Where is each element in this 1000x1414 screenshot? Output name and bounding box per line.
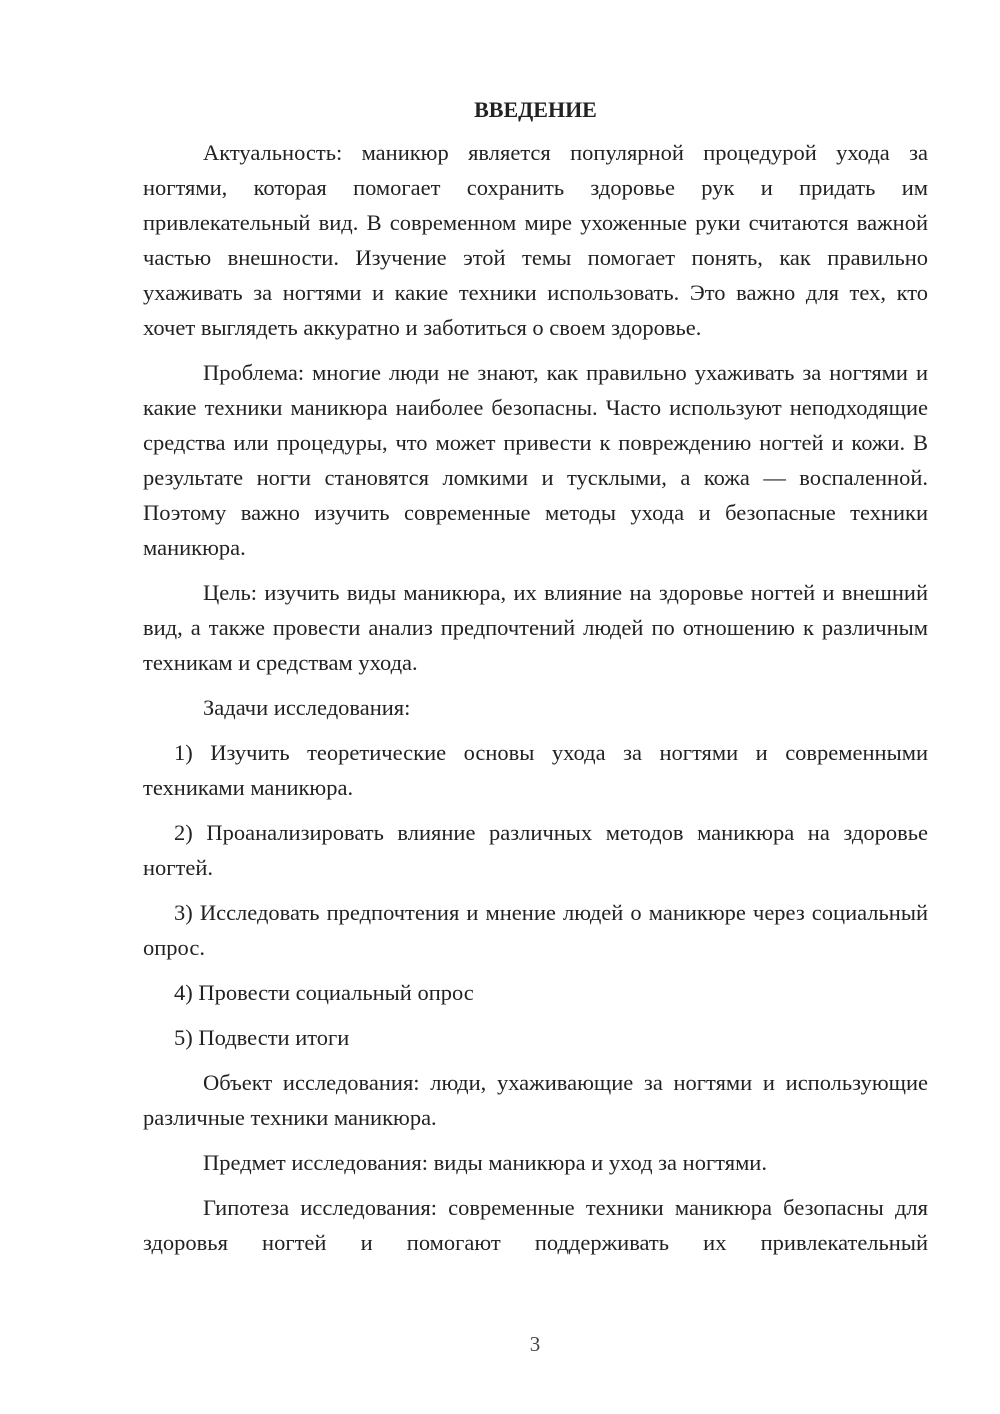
task-item-3: 3) Исследовать предпочтения и мнение людей о маникюре через социальный опрос.	[143, 900, 928, 960]
task-item-1: 1) Изучить теоретические основы ухода за ногтями и современными техниками маникюра.	[143, 740, 928, 800]
hypothesis-paragraph: Гипотеза исследования: современные техники маникюра безопасны для здоровья ногтей и помогают поддерживать их привлекательный	[143, 1195, 928, 1255]
object-paragraph: Объект исследования: люди, ухаживающие за ногтями и использующие различные техники маникюра.	[143, 1070, 928, 1130]
problem-paragraph: Проблема: многие люди не знают, как правильно ухаживать за ногтями и какие техники маникюра наиболее безопасны. Часто используют неподходящие средства или процедуры, что может привести к повреждению ногтей и кожи. В результате ногти становятся ломкими и тусклыми, а кожа — воспаленной. Поэтому важно изучить современные методы ухода и безопасные техники маникюра.	[143, 360, 928, 560]
tasks-heading: Задачи исследования:	[203, 695, 411, 720]
relevance-paragraph: Актуальность: маникюр является популярной процедурой ухода за ногтями, которая помогает сохранить здоровье рук и придать им привлекательный вид. В современном мире ухоженные руки считаются важной частью внешности. Изучение этой темы помогает понять, как правильно ухаживать за ногтями и какие техники использовать. Это важно для тех, кто хочет выглядеть аккуратно и заботиться о своем здоровье.	[143, 140, 928, 340]
goal-paragraph: Цель: изучить виды маникюра, их влияние на здоровье ногтей и внешний вид, а также провести анализ предпочтений людей по отношению к различным техникам и средствам ухода.	[143, 580, 928, 675]
subject-paragraph: Предмет исследования: виды маникюра и уход за ногтями.	[203, 1150, 767, 1175]
task-item-2: 2) Проанализировать влияние различных методов маникюра на здоровье ногтей.	[143, 820, 928, 880]
section-title: ВВЕДЕНИЕ	[474, 97, 597, 122]
page-number: 3	[529, 1332, 541, 1356]
task-item-5: 5) Подвести итоги	[174, 1025, 350, 1050]
task-item-4: 4) Провести социальный опрос	[174, 980, 474, 1005]
document-body	[143, 92, 928, 1260]
